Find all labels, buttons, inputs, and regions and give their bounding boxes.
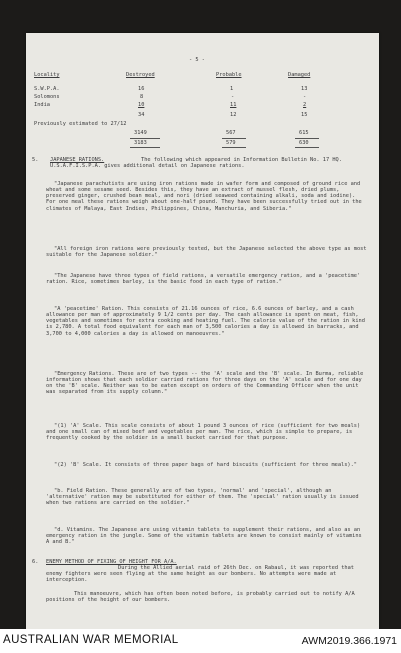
table-cell: 8 [140,94,144,100]
document-page [26,33,379,629]
table-header-probable: Probable [216,72,242,78]
total-rule [222,138,246,139]
section-5-number: 5. [32,157,39,163]
table-header-destroyed: Destroyed [126,72,155,78]
paragraph: "d. Vitamins. The Japanese are using vitamin tablets to supplement their rations, and also as an emergency ration in the jungle. Some of the vitamin tablets are known to consist mainly of vitamins A and B." [46,527,362,546]
table-cell: 34 [138,112,145,118]
table-cell: 567 [226,130,236,136]
paragraph: "Japanese parachutists are using iron rations made in wafer form and composed of ground rice and wheat and some sesame seed. Besides this, they have an extract of mussel flesh, dried plums, preserved ginger, crushed bean meal, and nori (dried seaweed containing alkali, soda and iodine). For one meal these rations weigh about one-half pound. They have been successfully tried out in the climates of Malaya, East Indies, Philippines, China, Manchuria, and Siberia." [46,181,362,212]
table-cell: Solomons [34,94,60,100]
paragraph: "(2) 'B' Scale. It consists of three paper bags of hard biscuits (sufficient for three meals)." [54,462,357,468]
table-header-damaged: Damaged [288,72,311,78]
table-cell: 3149 [134,130,147,136]
section-5-intro: The following which appeared in Information Bulletin No. 17 HQ. U.S.A.F.I.S.P.A. gives additional detail on Japanese rations. [50,157,342,170]
archive-footer [0,629,401,653]
paragraph: This manoeuvre, which has often been noted before, is probably carried out to notify A/A positions of the height of our bombers. [46,591,355,604]
total-rule [130,147,160,148]
paragraph: "The Japanese have three types of field rations, a versatile emergency ration, and a 'peacetime' ration. Rice, sometimes barley, is the basic food in each type of ration." [46,273,361,286]
table-cell: 13 [301,86,308,92]
table-cell: 1 [230,86,234,92]
paragraph: "b. Field Ration. These generally are of two types, 'normal' and 'special', although an 'alternative' ration may be substituted for either of them. The 'special' ration usually is issued when two rations are carried on the soldier." [46,488,359,507]
total-rule [222,147,246,148]
table-cell: 579 [226,140,236,146]
table-header-locality: Locality [34,72,60,78]
table-cell: - [231,94,235,100]
paragraph: "All foreign iron rations were previously tested, but the Japanese selected the above type as most suitable for the Japanese soldier." [46,246,367,259]
section-6-heading: ENEMY METHOD OF FIXING OF HEIGHT FOR A/A. [46,559,177,565]
table-cell: 630 [299,140,309,146]
table-cell: 11 [230,102,237,108]
total-rule [130,138,160,139]
previously-estimated-label: Previously estimated to 27/12 [34,121,127,127]
table-cell: 615 [299,130,309,136]
table-cell: 3183 [134,140,147,146]
page-number: - 5 - [189,57,205,63]
section-5-heading: JAPANESE RATIONS. [50,157,105,163]
section-6-number: 6. [32,559,39,565]
table-cell: 15 [301,112,308,118]
table-cell: S.W.P.A. [34,86,60,92]
footer-accession-number: AWM2019.366.1971 [301,635,397,647]
table-cell: 12 [230,112,237,118]
footer-institution: AUSTRALIAN WAR MEMORIAL [3,634,179,646]
table-cell: 16 [138,86,145,92]
paragraph: "A 'peacetime' Ration. This consists of 21.16 ounces of rice, 6.6 ounces of barley, and a cash allowance per man of approximately 9 1/2 cents per day. The cash allowance is spent on meat, fish, vegetables and sometimes for extra cooking and heating fuel. The calorie value of the ration in kind is 2,780. A total food equivalent for each man of 3,500 calories a day is allowed in barracks, and 3,700 to 4,000 calories a day is allowed on manoeuvres." [46,306,365,337]
total-rule [295,138,319,139]
table-cell: - [303,94,307,100]
paragraph: "Emergency Rations. These are of two types -- the 'A' scale and the 'B' scale. In Burma, reliable information shows that each soldier carried rations for three days on the 'A' scale and for one day on the 'B' scale. Neither was to be eaten except on orders of the Commanding Officer when the unit was separated from its supply column." [46,371,364,396]
table-cell: 2 [303,102,307,108]
total-rule [295,147,319,148]
table-cell: India [34,102,50,108]
paragraph: "(1) 'A' Scale. This scale consists of about 1 pound 3 ounces of rice (sufficient for two meals) and one small can of mixed beef and vegetables per man. The rice, which is simple to prepare, is frequently cooked by the soldier in a small bucket carried for that purpose. [46,423,361,442]
paragraph: During the Allied aerial raid of 26th Dec. on Rabaul, it was reported that enemy fighters were seen flying at the same height as our bombers. No attempts were made at interception. [46,565,354,584]
table-cell: 10 [138,102,145,108]
